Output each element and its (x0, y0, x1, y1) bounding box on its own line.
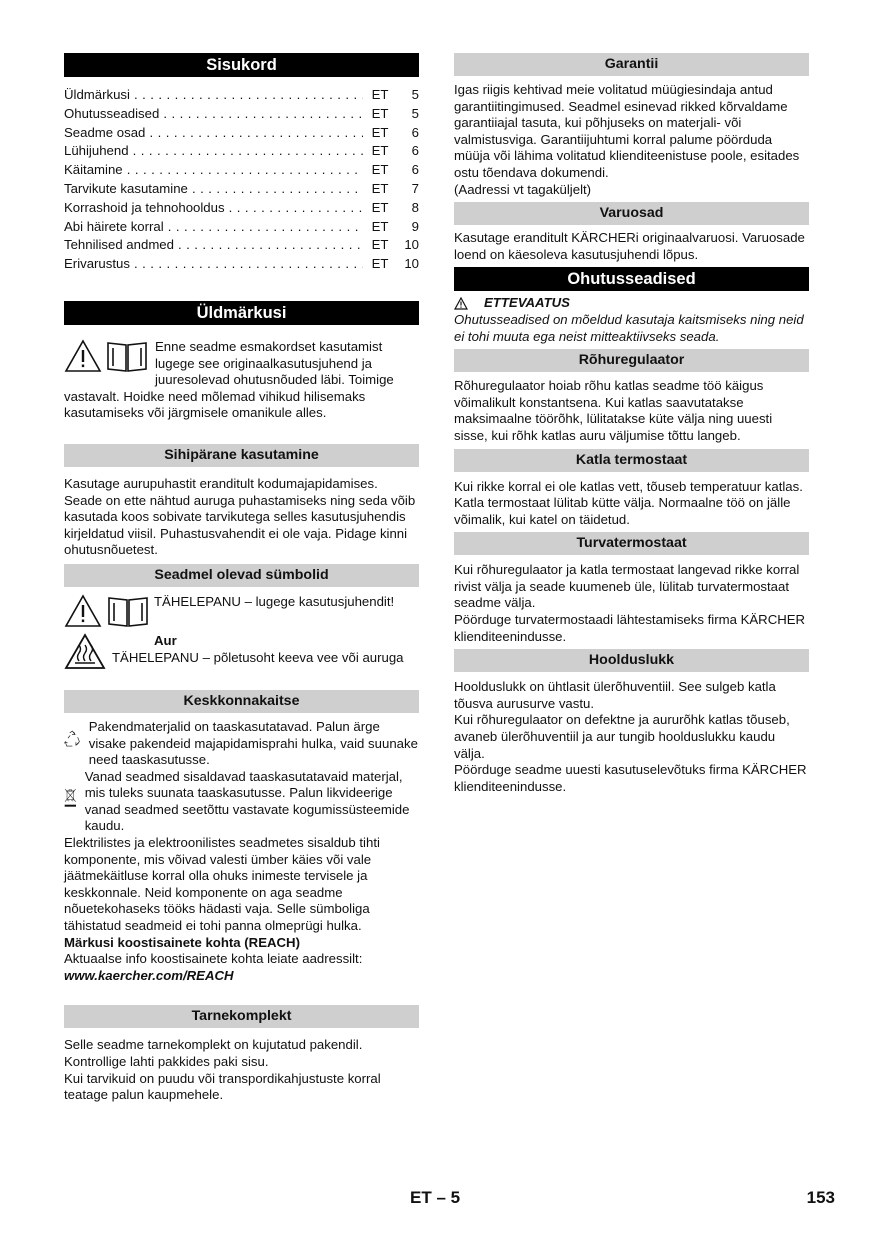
weee-text: Vanad seadmed sisaldavad taaskasutatavaid materjal, mis tuleks suunata taaskasutusse. Palun likvideerige vanad seadmed seetõttu vastavate kogumissüsteemide kaudu. (84, 768, 410, 834)
toc-item-label: Korrashoid ja tehnohooldus . . . (64, 199, 363, 218)
service-lock-text-2: Kui rõhuregulaator on defektne ja aururõhk katlas tõuseb, avaneb ülerõhuventiil ja aur tungib hoolduslukku kaudu välja. (454, 712, 790, 761)
boiler-thermostat-text: Kui rikke korral ei ole katlas vett, tõuseb temperatuur katlas. Katla termostaat lülitab kütte välja. Normaalne töö on jälle võimalik, kui katel on täidetud. (454, 478, 803, 527)
safety-title: Ohutusseadised (454, 267, 809, 291)
toc-item-page: 6 (411, 124, 419, 140)
recycle-row (64, 719, 419, 769)
toc-item-label: Käitamine . . . (64, 161, 363, 180)
electronics-text: Elektrilistes ja elektroonilistes seadmetes sisaldub tihti komponente, mis võivad valesti ümber käies või vale jäätmekäitluse korral olla ohuks inimeste tervisele ja keskkonnale. Neid komponente on aga seadme nõuetekohaseks tööks hädasti vaja. Selle sümboliga tähistatud seadmeid ei tohi panna olmeprügi hulka. (64, 835, 380, 934)
caution-label: ETTEVAATUS (484, 295, 570, 311)
toc-row[interactable] (64, 180, 419, 199)
warranty-title: Garantii (454, 53, 809, 76)
scope-title: Tarnekomplekt (64, 1005, 419, 1028)
manual-book-icon (105, 339, 149, 373)
toc-item-page: 10 (404, 256, 419, 272)
caution-text: Ohutusseadised on mõeldud kasutaja kaitsmiseks ning neid ei tohi muuta ega neist mitteaktiivseks seada. (454, 311, 804, 344)
toc-item-lang: ET (371, 199, 389, 215)
caution-heading (454, 295, 809, 312)
general-icons (64, 339, 149, 373)
toc-title: Sisukord (64, 53, 419, 77)
toc-row[interactable] (64, 105, 419, 124)
toc-item-label: Tarvikute kasutamine . . . (64, 180, 363, 199)
hot-steam-warning-icon (64, 633, 106, 671)
toc-item-label: Erivarustus . . . (64, 255, 363, 274)
toc-item-page: 6 (411, 162, 419, 178)
toc-row[interactable] (64, 218, 419, 237)
general-notes-text: Enne seadme esmakordset kasutamist lugege see originaalkasutusjuhend ja juuresolevad ohutusnõuded läbi. Toimige vastavalt. Hoidke need mõlemad vihikud hilisemaks kasutamiseks või järgmisele omanikule alles. (64, 338, 394, 421)
toc-item-lang: ET (371, 218, 389, 234)
footer-page-number: 153 (806, 1188, 835, 1207)
footer-section: ET – 5 (410, 1188, 461, 1207)
caution-triangle-icon (454, 297, 468, 310)
pressure-regulator-text: Rõhuregulaator hoiab rõhu katlas seadme töö käigus võimalikult konstantsena. Kui katlas saavutatakse maksimaalne töörõhk, lülitatakse küte välja ning uuesti sisse, kui rõhk katlas auru väljumise tõttu langeb. (454, 378, 773, 443)
toc-row[interactable] (64, 255, 419, 274)
toc-item-page: 9 (411, 218, 419, 234)
scope-text-1: Selle seadme tarnekomplekt on kujutatud pakendil. Kontrollige lahti pakkides paki sisu. (64, 1037, 363, 1069)
reach-text: Aktuaalse info koostisainete kohta leiate aadressilt: (64, 951, 363, 967)
left-column (64, 53, 419, 1104)
toc-item-label: Üldmärkusi . . . (64, 86, 363, 105)
intended-use-text: Kasutage aurupuhastit eranditult kodumajapidamises. Seade on ette nähtud auruga puhastamiseks ning seda võib kasutada koos sobivate tarvikutega selles kasutusjuhendis kirjeldatud viisil. Puhastusvahendit ei ole vaja. Pidage kinni ohutusnõuetest. (64, 475, 416, 558)
toc-item-label: Abi häirete korral . . . (64, 218, 363, 237)
toc-item-page: 5 (411, 87, 419, 102)
toc-item-lang: ET (371, 105, 389, 121)
service-lock-title: Hoolduslukk (454, 649, 809, 672)
safety-thermostat-text-2: Pöörduge turvatermostaadi lähtestamiseks firma KÄRCHER klienditeenindusse. (454, 612, 806, 644)
toc-item-lang: ET (371, 143, 389, 159)
toc-row[interactable] (64, 236, 419, 255)
reach-title: Märkusi koostisainete kohta (REACH) (64, 934, 300, 950)
safety-thermostat-text-1: Kui rõhuregulaator ja katla termostaat langevad rikke korral rivist välja ja seade kuumeneb üle, lülitab turvatermostaat seadme välja. (454, 562, 800, 611)
toc-item-lang: ET (371, 162, 389, 178)
table-of-contents (64, 86, 419, 274)
safety-thermostat-title: Turvatermostaat (454, 532, 809, 555)
toc-item-lang: ET (371, 237, 389, 253)
general-notes-title: Üldmärkusi (64, 301, 419, 325)
symbol-steam-label: Aur (154, 632, 177, 648)
symbol-steam-row (64, 633, 419, 671)
toc-item-page: 5 (411, 105, 419, 121)
symbols-title: Seadmel olevad sümbolid (64, 564, 419, 587)
warning-triangle-icon (64, 594, 102, 628)
recycling-icon (64, 719, 81, 759)
toc-item-lang: ET (371, 180, 389, 196)
warranty-text: Igas riigis kehtivad meie volitatud müügiesindaja antud garantiitingimused. Seadmel esinevad rikked kõrvaldame garantiiajal tasuta, kui põhjuseks on materjali- või valmistusviga. Garantiijuhtumi korral palume pöörduda müüja või lähima volitatud klienditeenistuse poole, esitades ostu tõendava dokumendi. (454, 82, 800, 180)
warranty-address: (Aadressi vt tagaküljelt) (454, 181, 592, 197)
service-lock-text-1: Hoolduslukk on ühtlasit ülerõhuventiil. See sulgeb katla tõusva aurusurve vastu. (454, 679, 776, 711)
toc-item-label: Seadme osad . . . (64, 124, 363, 143)
toc-item-lang: ET (371, 87, 389, 102)
intended-use-title: Sihipärane kasutamine (64, 444, 419, 467)
manual-book-icon (106, 594, 150, 628)
reach-link[interactable]: www.kaercher.com/REACH (64, 967, 234, 983)
toc-item-page: 7 (411, 180, 419, 196)
toc-row[interactable] (64, 86, 419, 105)
toc-item-label: Tehnilised andmed . . . (64, 236, 363, 255)
warning-triangle-icon (64, 339, 102, 373)
toc-item-label: Ohutusseadised . . . (64, 105, 363, 124)
toc-item-lang: ET (371, 124, 389, 140)
environment-title: Keskkonnakaitse (64, 690, 419, 713)
toc-row[interactable] (64, 199, 419, 218)
spare-parts-text: Kasutage eranditult KÄRCHERi originaalvaruosi. Varuosade loend on käesoleva kasutusjuhendi lõpus. (454, 230, 805, 262)
general-notes (64, 339, 419, 422)
spare-parts-title: Varuosad (454, 202, 809, 225)
symbol-steam-text: TÄHELEPANU – põletusoht keeva vee või auruga (112, 649, 404, 665)
toc-item-page: 6 (411, 143, 419, 159)
toc-row[interactable] (64, 124, 419, 143)
pressure-regulator-title: Rõhuregulaator (454, 349, 809, 372)
recycle-text: Pakendmaterjalid on taaskasutatavad. Palun ärge visake pakendeid majapidamisprahi hulka, vaid suunake need taaskasutusse. (88, 718, 418, 768)
toc-row[interactable] (64, 161, 419, 180)
boiler-thermostat-title: Katla termostaat (454, 449, 809, 472)
toc-item-lang: ET (371, 256, 389, 272)
symbol-manual-row (64, 594, 419, 632)
toc-row[interactable] (64, 142, 419, 161)
weee-row (64, 769, 419, 835)
toc-item-label: Lühijuhend . . . (64, 142, 363, 161)
service-lock-text-3: Pöörduge seadme uuesti kasutuselevõtuks firma KÄRCHER klienditeenindusse. (454, 762, 807, 794)
scope-text-2: Kui tarvikuid on puudu või transpordikahjustuste korral teatage palun kaupmehele. (64, 1070, 381, 1103)
right-column (454, 53, 809, 795)
toc-item-page: 10 (404, 237, 419, 253)
toc-item-page: 8 (411, 199, 419, 215)
symbol-manual-text: TÄHELEPANU – lugege kasutusjuhendit! (154, 593, 395, 609)
crossed-out-bin-icon (64, 769, 77, 827)
